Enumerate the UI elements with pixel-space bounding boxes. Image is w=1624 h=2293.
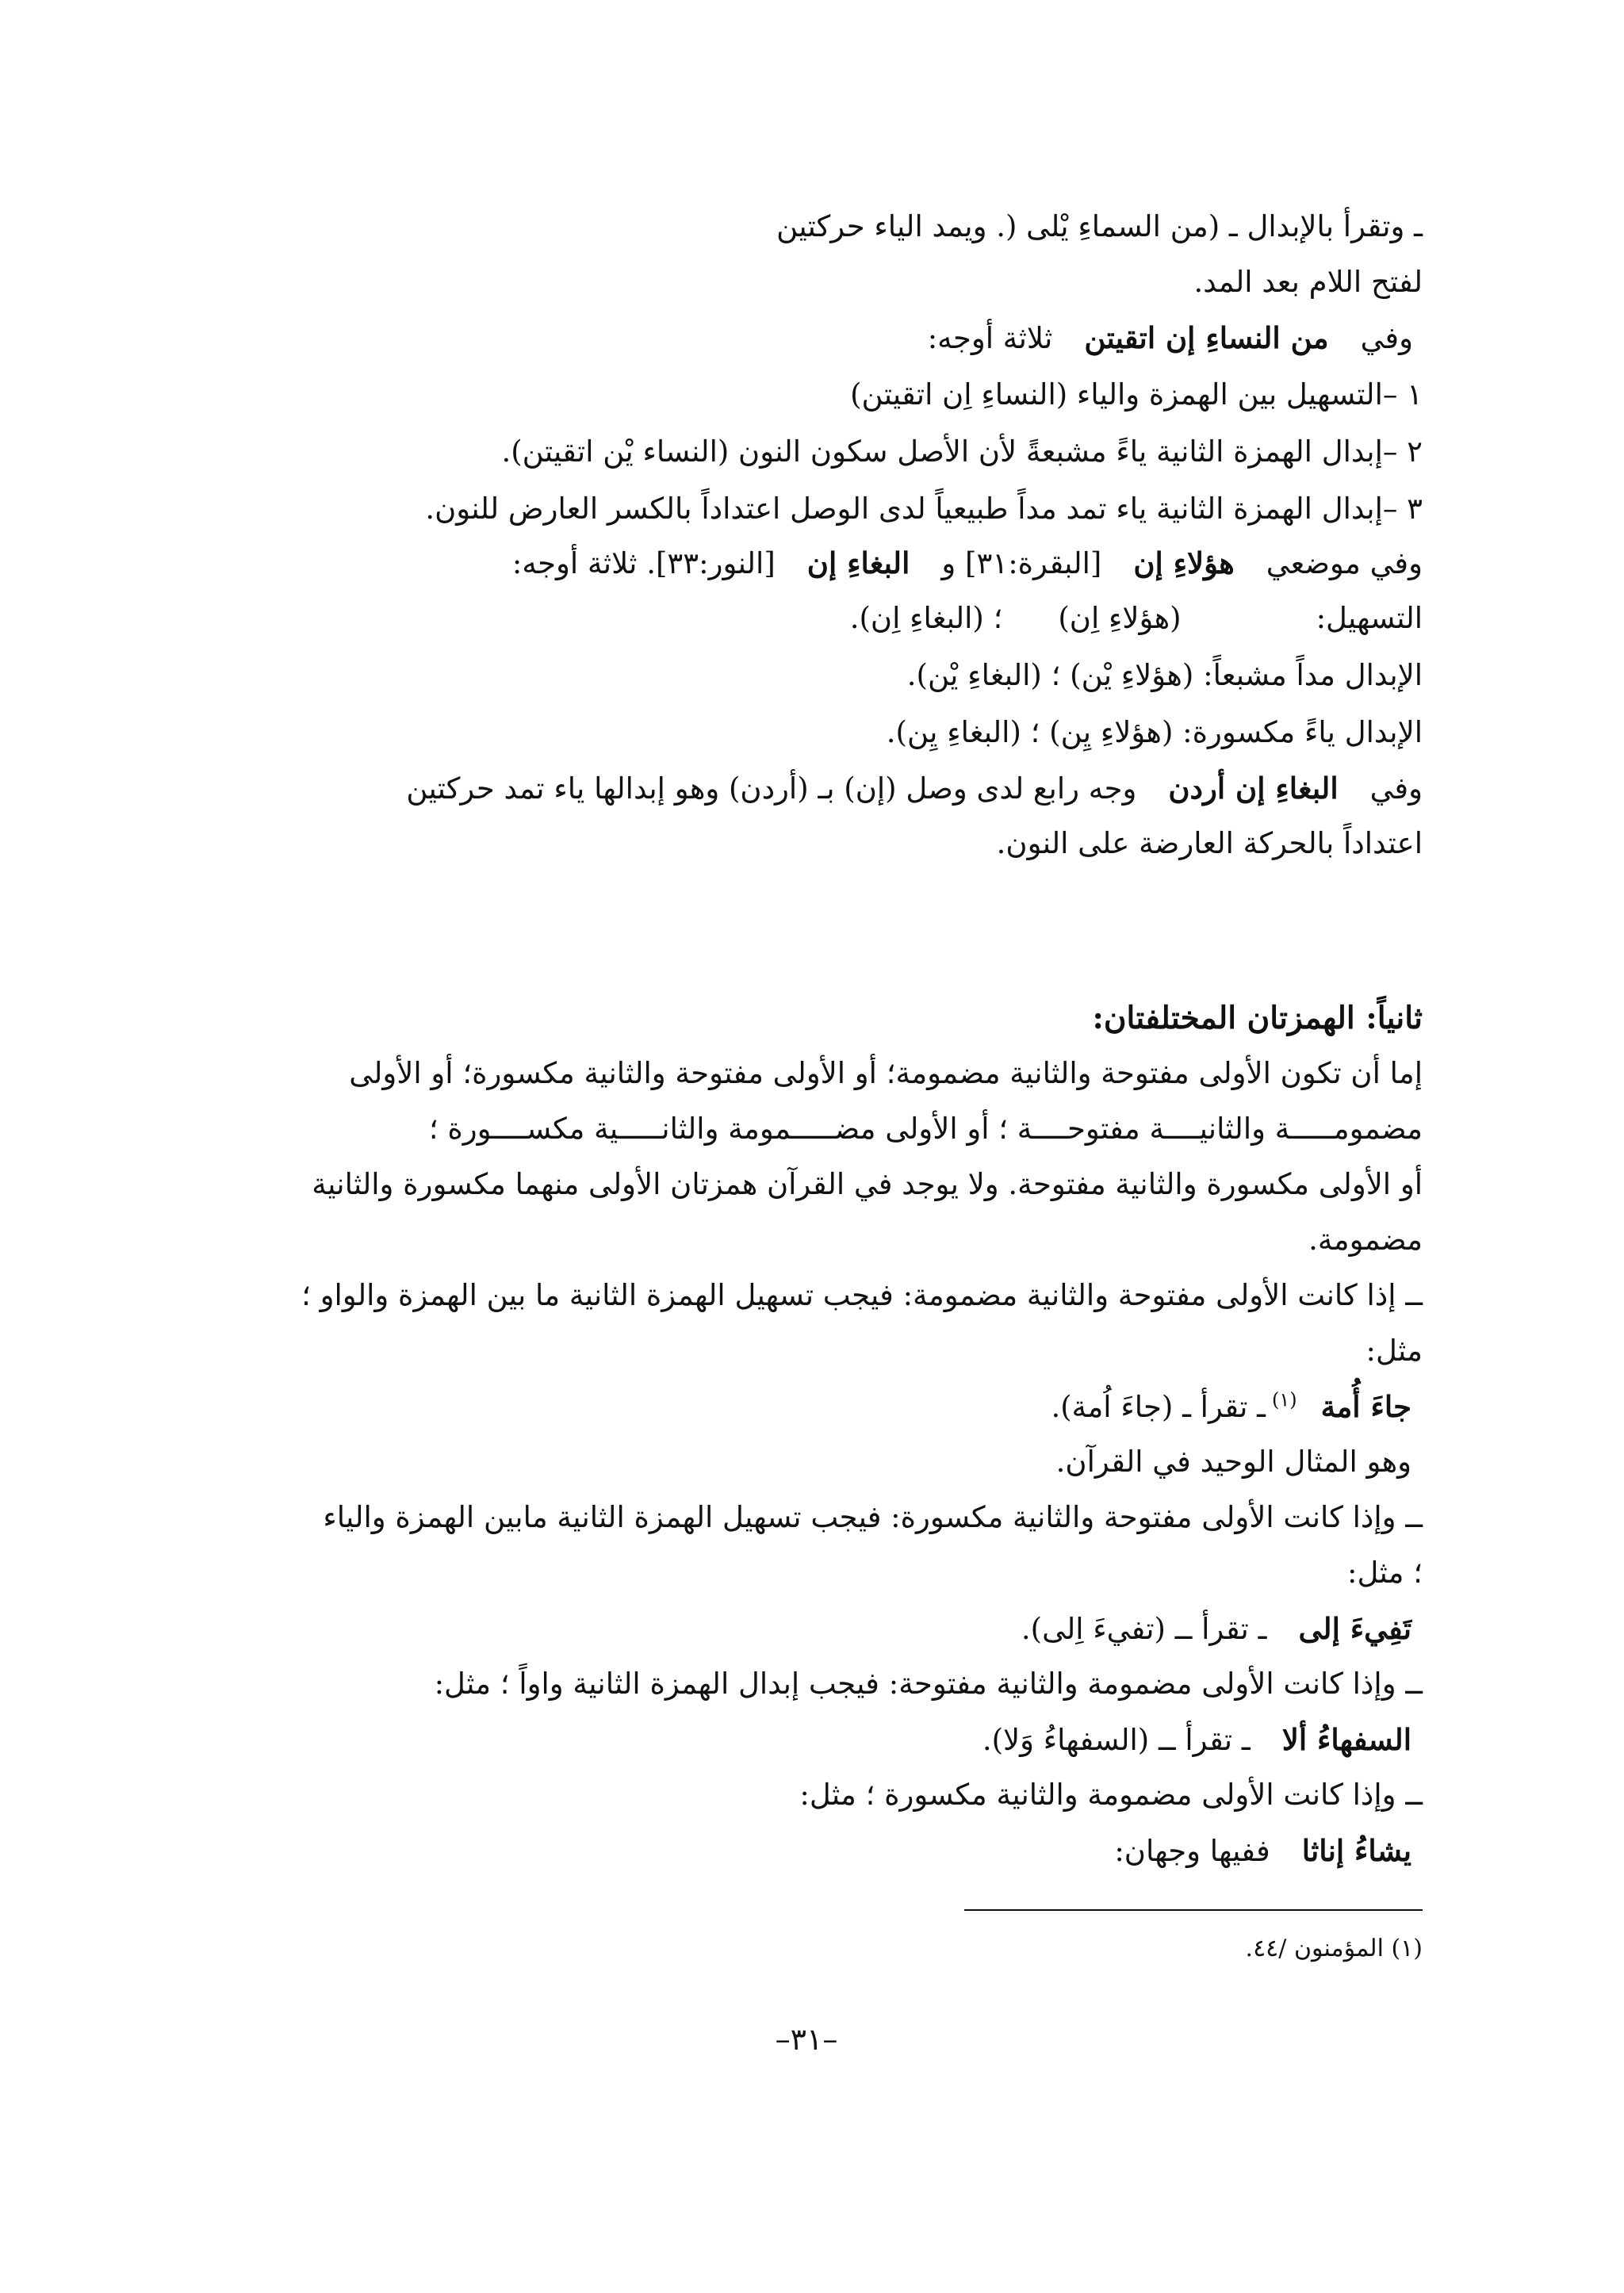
footnote-divider [964, 1909, 1423, 1911]
list-item: ٣ –إبدال الهمزة الثانية ياء تمد مداً طبيعياً لدى الوصل اعتداداً بالكسر العارض للنون. [425, 492, 1423, 526]
document-page [190, 0, 1423, 2293]
example-line [190, 1384, 1411, 1430]
surah-reference: [النور:٣٣]. ثلاثة أوجه: [511, 546, 776, 580]
example-line [190, 1828, 1411, 1874]
quran-phrase: البغاءِ إن أردن [1168, 771, 1339, 806]
paragraph-line: ــ وإذا كانت الأولى مضمومة والثانية مفتوحة: فيجب إبدال الهمزة الثانية واواً ؛ مثل: [434, 1667, 1423, 1701]
text-run: ففيها وجهان: [1114, 1834, 1270, 1868]
quran-phrase: تَفِيءَ إلى [1298, 1611, 1411, 1646]
surah-reference: [البقرة:٣١] و [941, 546, 1102, 580]
text-line [190, 766, 1423, 811]
paragraph-line: مثل: [1365, 1334, 1423, 1368]
text-run: ـ تقرأ ــ (تفيءَ اِلى). [1021, 1612, 1267, 1646]
text-line: لفتح اللام بعد المد. [1193, 265, 1423, 299]
text-line: الإبدال ياءً مكسورة: (هؤلاءِ يِن) ؛ (البغاءِ يِن). [886, 715, 1423, 749]
quran-phrase: السفهاءُ ألا [1281, 1722, 1411, 1757]
paragraph-line: إما أن تكون الأولى مفتوحة والثانية مضمومة؛ أو الأولى مفتوحة والثانية مكسورة؛ أو الأولى [349, 1056, 1423, 1090]
quran-phrase: هؤلاءِ إن [1133, 545, 1235, 580]
text-run: وفي [1369, 771, 1423, 806]
paragraph-line: مضمومـــــة والثانيــــة مفتوحــــة ؛ أو الأولى مضـــــمومة والثانـــــية مكســــورة ؛ [428, 1112, 1423, 1146]
text-line: الإبدال مداً مشبعاً: (هؤلاءِ يْن) ؛ (البغاءِ يْن). [906, 658, 1423, 692]
text-line [190, 541, 1423, 586]
text-run: وفي [1360, 321, 1413, 355]
quran-phrase: جاءَ أُمة [1320, 1389, 1411, 1424]
paragraph-line: ــ إذا كانت الأولى مفتوحة والثانية مضمومة: فيجب تسهيل الهمزة الثانية ما بين الهمزة والواو ؛ [301, 1278, 1423, 1312]
text-run: التسهيل: [1316, 601, 1423, 635]
list-item: ٢ –إبدال الهمزة الثانية ياءً مشبعةً لأن الأصل سكون النون (النساء يْن اتقيتن). [501, 434, 1423, 469]
text-run: ؛ (البغاءِ اِن). [849, 601, 1003, 635]
example-line [190, 1606, 1411, 1652]
quran-phrase: من النساءِ إن اتقيتن [1084, 320, 1329, 355]
text-run: (هؤلاءِ اِن) [1058, 601, 1182, 635]
text-run: ـ تقرأ ــ (السفهاءُ وَلا). [982, 1723, 1251, 1757]
paragraph-line: أو الأولى مكسورة والثانية مفتوحة. ولا يوجد في القرآن همزتان الأولى منهما مكسورة والثانية [312, 1167, 1423, 1201]
list-item: ١ –التسهيل بين الهمزة والياء (النساءِ اِن اتقيتن) [850, 377, 1423, 412]
paragraph-line: ــ وإذا كانت الأولى مفتوحة والثانية مكسورة: فيجب تسهيل الهمزة الثانية مابين الهمزة والياء [323, 1500, 1423, 1534]
text-run: ثلاثة أوجه: [927, 321, 1053, 355]
section-heading: ثانياً: الهمزتان المختلفتان: [1092, 1000, 1423, 1036]
quran-phrase: البغاءِ إن [806, 545, 910, 580]
paragraph-line: ؛ مثل: [1347, 1556, 1423, 1590]
page-number: –٣١– [775, 2022, 838, 2057]
footnote: (١) المؤمنون /٤٤. [1245, 1935, 1423, 1962]
text-run: ـ تقرأ ـ (جاءَ اُمة). [1051, 1390, 1266, 1424]
text-line [190, 596, 1423, 641]
text-line: ـ وتقرأ بالإبدال ـ (من السماءِ يْلى (. ويمد الياء حركتين [776, 209, 1423, 243]
quran-phrase: يشاءُ إناثا [1301, 1833, 1411, 1868]
text-line: اعتداداً بالحركة العارضة على النون. [996, 826, 1423, 860]
text-run: وفي موضعي [1266, 546, 1423, 580]
text-line [190, 316, 1413, 361]
footnote-marker: (١) [1271, 1388, 1297, 1411]
text-run: وجه رابع لدى وصل (إن) بـ (أردن) وهو إبدالها ياء تمد حركتين [406, 771, 1137, 806]
example-line [190, 1717, 1411, 1763]
paragraph-line: ــ وإذا كانت الأولى مضمومة والثانية مكسورة ؛ مثل: [799, 1778, 1423, 1812]
paragraph-line: مضمومة. [1308, 1223, 1423, 1257]
text-line: وهو المثال الوحيد في القرآن. [1055, 1445, 1411, 1479]
